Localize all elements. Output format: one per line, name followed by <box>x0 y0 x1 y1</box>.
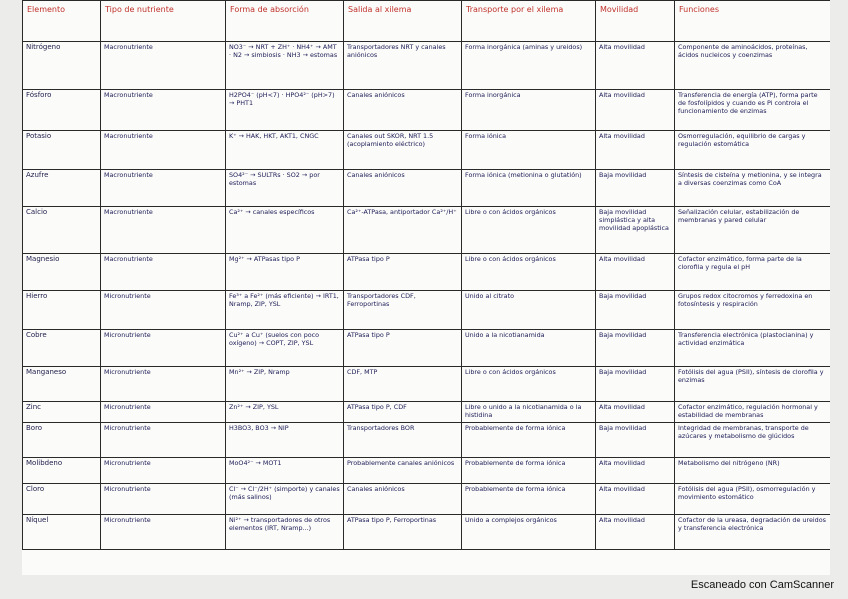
functions: Fotólisis del agua (PSII), osmorregulación y movimiento estomático <box>675 484 831 515</box>
absorption-form: Ca²⁺ → canales específicos <box>226 207 344 254</box>
element-name: Azufre <box>23 170 101 207</box>
xylem-transport: Libre o unido a la nicotianamida o la histidina <box>462 402 596 423</box>
nutrient-type: Micronutriente <box>101 291 226 330</box>
header-cell: Transporte por el xilema <box>462 1 596 42</box>
header-row <box>23 1 831 42</box>
functions: Cofactor de la ureasa, degradación de ureidos y transferencia electrónica <box>675 515 831 550</box>
table-row <box>23 367 831 402</box>
xylem-exit: Canales aniónicos <box>344 170 462 207</box>
nutrient-type: Macronutriente <box>101 90 226 131</box>
mobility: Baja movilidad simplástica y alta movilidad apoplástica <box>596 207 675 254</box>
absorption-form: Fe³⁺ a Fe²⁺ (más eficiente) → IRT1, Nramp, ZIP, YSL <box>226 291 344 330</box>
header-cell: Salida al xilema <box>344 1 462 42</box>
element-name: Níquel <box>23 515 101 550</box>
nutrient-type: Macronutriente <box>101 131 226 170</box>
functions: Síntesis de cisteína y metionina, y se integra a diversas coenzimas como CoA <box>675 170 831 207</box>
functions: Cofactor enzimático, regulación hormonal y estabilidad de membranas <box>675 402 831 423</box>
nutrient-table <box>22 0 830 550</box>
xylem-exit: Transportadores BOR <box>344 423 462 458</box>
mobility: Baja movilidad <box>596 170 675 207</box>
element-name: Molibdeno <box>23 458 101 484</box>
xylem-transport: Probablemente de forma iónica <box>462 458 596 484</box>
absorption-form: K⁺ → HAK, HKT, AKT1, CNGC <box>226 131 344 170</box>
nutrient-type: Macronutriente <box>101 170 226 207</box>
xylem-exit: ATPasa tipo P <box>344 330 462 367</box>
functions: Metabolismo del nitrógeno (NR) <box>675 458 831 484</box>
mobility: Baja movilidad <box>596 291 675 330</box>
nutrient-type: Micronutriente <box>101 484 226 515</box>
element-name: Magnesio <box>23 254 101 291</box>
absorption-form: Cl⁻ → Cl⁻/2H⁺ (simporte) y canales (más salinos) <box>226 484 344 515</box>
xylem-exit: Ca²⁺-ATPasa, antiportador Ca²⁺/H⁺ <box>344 207 462 254</box>
element-name: Fósforo <box>23 90 101 131</box>
nutrient-type: Micronutriente <box>101 402 226 423</box>
absorption-form: H2PO4⁻ (pH<7) · HPO4²⁻ (pH>7) → PHT1 <box>226 90 344 131</box>
element-name: Boro <box>23 423 101 458</box>
absorption-form: Cu²⁺ a Cu⁺ (suelos con poco oxígeno) → COPT, ZIP, YSL <box>226 330 344 367</box>
mobility: Baja movilidad <box>596 330 675 367</box>
functions: Grupos redox citocromos y ferredoxina en fotosíntesis y respiración <box>675 291 831 330</box>
mobility: Alta movilidad <box>596 402 675 423</box>
table-row <box>23 254 831 291</box>
absorption-form: NO3⁻ → NRT + ZH⁺ · NH4⁺ → AMT · N2 → simbiosis · NH3 → estomas <box>226 42 344 90</box>
table-row <box>23 484 831 515</box>
xylem-exit: Probablemente canales aniónicos <box>344 458 462 484</box>
xylem-transport: Forma inorgánica (aminas y ureidos) <box>462 42 596 90</box>
xylem-exit: Transportadores CDF, Ferroportinas <box>344 291 462 330</box>
table-row <box>23 90 831 131</box>
xylem-exit: Transportadores NRT y canales aniónicos <box>344 42 462 90</box>
xylem-transport: Unido a complejos orgánicos <box>462 515 596 550</box>
mobility: Alta movilidad <box>596 90 675 131</box>
functions: Componente de aminoácidos, proteínas, ácidos nucleicos y coenzimas <box>675 42 831 90</box>
xylem-transport: Libre o con ácidos orgánicos <box>462 207 596 254</box>
table-row <box>23 170 831 207</box>
xylem-exit: ATPasa tipo P, CDF <box>344 402 462 423</box>
xylem-exit: CDF, MTP <box>344 367 462 402</box>
absorption-form: H3BO3, BO3 → NIP <box>226 423 344 458</box>
table-row <box>23 515 831 550</box>
xylem-transport: Probablemente de forma iónica <box>462 484 596 515</box>
table-row <box>23 42 831 90</box>
header-cell: Forma de absorción <box>226 1 344 42</box>
absorption-form: Zn²⁺ → ZIP, YSL <box>226 402 344 423</box>
table-row <box>23 131 831 170</box>
element-name: Nitrógeno <box>23 42 101 90</box>
element-name: Zinc <box>23 402 101 423</box>
document-sheet <box>22 0 830 575</box>
element-name: Cobre <box>23 330 101 367</box>
functions: Integridad de membranas, transporte de azúcares y metabolismo de glúcidos <box>675 423 831 458</box>
scanner-watermark: Escaneado con CamScanner <box>690 579 834 591</box>
element-name: Cloro <box>23 484 101 515</box>
xylem-transport: Unido a la nicotianamida <box>462 330 596 367</box>
xylem-transport: Forma iónica (metionina o glutatión) <box>462 170 596 207</box>
header-cell: Elemento <box>23 1 101 42</box>
functions: Transferencia de energía (ATP), forma parte de fosfolípidos y cuando es Pi controla el funcionamiento de enzimas <box>675 90 831 131</box>
nutrient-type: Micronutriente <box>101 458 226 484</box>
xylem-exit: ATPasa tipo P, Ferroportinas <box>344 515 462 550</box>
nutrient-type: Micronutriente <box>101 423 226 458</box>
nutrient-type: Macronutriente <box>101 254 226 291</box>
xylem-transport: Forma iónica <box>462 131 596 170</box>
table-row <box>23 291 831 330</box>
absorption-form: MoO4²⁻ → MOT1 <box>226 458 344 484</box>
header-cell: Funciones <box>675 1 831 42</box>
nutrient-type: Micronutriente <box>101 367 226 402</box>
element-name: Potasio <box>23 131 101 170</box>
table-row <box>23 207 831 254</box>
table-row <box>23 458 831 484</box>
nutrient-type: Macronutriente <box>101 42 226 90</box>
header-cell: Tipo de nutriente <box>101 1 226 42</box>
functions: Transferencia electrónica (plastocianina) y actividad enzimática <box>675 330 831 367</box>
xylem-exit: Canales aniónicos <box>344 90 462 131</box>
mobility: Alta movilidad <box>596 131 675 170</box>
xylem-exit: Canales aniónicos <box>344 484 462 515</box>
xylem-transport: Forma inorgánica <box>462 90 596 131</box>
table-row <box>23 423 831 458</box>
mobility: Alta movilidad <box>596 484 675 515</box>
absorption-form: Mn²⁺ → ZIP, Nramp <box>226 367 344 402</box>
xylem-transport: Libre o con ácidos orgánicos <box>462 254 596 291</box>
table-row <box>23 402 831 423</box>
nutrient-type: Micronutriente <box>101 515 226 550</box>
nutrient-type: Micronutriente <box>101 330 226 367</box>
element-name: Calcio <box>23 207 101 254</box>
functions: Osmorregulación, equilibrio de cargas y regulación estomática <box>675 131 831 170</box>
mobility: Alta movilidad <box>596 42 675 90</box>
xylem-exit: ATPasa tipo P <box>344 254 462 291</box>
mobility: Baja movilidad <box>596 367 675 402</box>
xylem-transport: Libre o con ácidos orgánicos <box>462 367 596 402</box>
functions: Fotólisis del agua (PSII), síntesis de clorofila y enzimas <box>675 367 831 402</box>
functions: Cofactor enzimático, forma parte de la clorofila y regula el pH <box>675 254 831 291</box>
mobility: Alta movilidad <box>596 254 675 291</box>
mobility: Alta movilidad <box>596 515 675 550</box>
absorption-form: Ni²⁺ → transportadores de otros elementos (IRT, Nramp...) <box>226 515 344 550</box>
header-cell: Movilidad <box>596 1 675 42</box>
absorption-form: Mg²⁺ → ATPasas tipo P <box>226 254 344 291</box>
element-name: Manganeso <box>23 367 101 402</box>
xylem-exit: Canales out SKOR, NRT 1.5 (acoplamiento eléctrico) <box>344 131 462 170</box>
xylem-transport: Unido al citrato <box>462 291 596 330</box>
element-name: Hierro <box>23 291 101 330</box>
mobility: Baja movilidad <box>596 423 675 458</box>
functions: Señalización celular, estabilización de membranas y pared celular <box>675 207 831 254</box>
xylem-transport: Probablemente de forma iónica <box>462 423 596 458</box>
nutrient-type: Macronutriente <box>101 207 226 254</box>
table-row <box>23 330 831 367</box>
absorption-form: SO4²⁻ → SULTRs · SO2 → por estomas <box>226 170 344 207</box>
mobility: Alta movilidad <box>596 458 675 484</box>
